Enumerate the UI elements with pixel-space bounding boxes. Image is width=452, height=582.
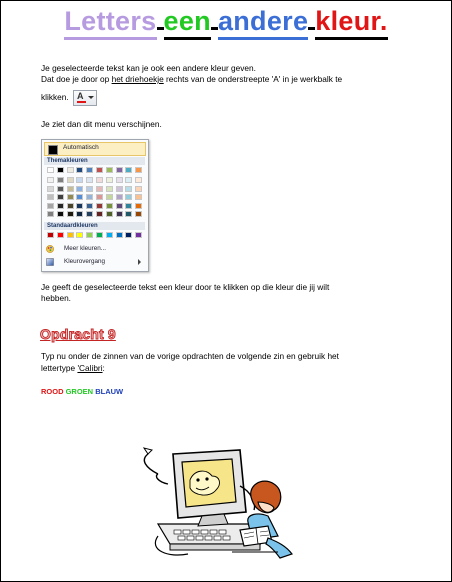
theme-shade-swatch[interactable]	[86, 186, 93, 192]
theme-shade-swatch[interactable]	[106, 186, 113, 192]
theme-shade-swatch[interactable]	[125, 177, 132, 183]
more-colors-item[interactable]	[46, 244, 144, 254]
theme-color-swatch[interactable]	[86, 167, 93, 173]
theme-shade-swatch[interactable]	[47, 211, 54, 217]
theme-shade-swatch[interactable]	[116, 211, 123, 217]
theme-shade-swatch[interactable]	[96, 177, 103, 183]
theme-shade-swatch[interactable]	[135, 203, 142, 209]
palette-icon	[46, 245, 54, 253]
theme-color-swatch[interactable]	[125, 167, 132, 173]
theme-shade-swatch[interactable]	[125, 211, 132, 217]
word-groen: GROEN	[65, 387, 94, 396]
gradient-icon	[46, 258, 54, 266]
title-space	[308, 27, 315, 30]
standard-color-swatch[interactable]	[76, 232, 83, 238]
theme-color-swatch[interactable]	[76, 167, 83, 173]
dropdown-triangle-icon[interactable]	[88, 96, 94, 99]
theme-shade-swatch[interactable]	[116, 177, 123, 183]
assignment-line-2-post: :	[102, 363, 105, 373]
theme-shade-swatch[interactable]	[47, 194, 54, 200]
computer-clipart-illustration	[128, 446, 303, 566]
gradient-item[interactable]	[46, 257, 144, 267]
theme-shade-swatch[interactable]	[76, 194, 83, 200]
theme-shade-swatch[interactable]	[86, 177, 93, 183]
theme-shade-swatch[interactable]	[116, 186, 123, 192]
theme-color-swatch[interactable]	[106, 167, 113, 173]
theme-shade-swatch[interactable]	[76, 211, 83, 217]
theme-shade-swatch[interactable]	[57, 194, 64, 200]
theme-shade-swatch[interactable]	[76, 186, 83, 192]
theme-shade-swatch[interactable]	[125, 186, 132, 192]
intro-line-2	[41, 74, 342, 85]
theme-shade-swatch[interactable]	[106, 211, 113, 217]
outro-line-1: Je geeft de geselecteerde tekst een kleur door te klikken op die kleur die jij wilt	[41, 282, 330, 292]
theme-colors-header: Themakleuren	[44, 157, 145, 165]
standard-color-swatch[interactable]	[57, 232, 64, 238]
theme-color-swatch[interactable]	[116, 167, 123, 173]
assignment-line-1: Typ nu onder de zinnen van de vorige opdrachten de volgende zin en gebruik het	[41, 351, 339, 361]
theme-shade-swatch[interactable]	[116, 194, 123, 200]
menu-intro: Je ziet dan dit menu verschijnen.	[41, 119, 162, 129]
more-colors-label: Meer kleuren...	[64, 245, 106, 252]
intro-line-3	[41, 90, 97, 106]
theme-shade-swatch[interactable]	[57, 186, 64, 192]
theme-shade-swatch[interactable]	[106, 177, 113, 183]
font-color-a-icon: A	[76, 91, 84, 101]
standard-color-swatch[interactable]	[125, 232, 132, 238]
title-word-andere: andere	[218, 6, 308, 40]
theme-shade-swatch[interactable]	[67, 194, 74, 200]
theme-shade-swatch[interactable]	[76, 177, 83, 183]
gradient-label: Kleurovergang	[64, 258, 105, 265]
theme-shade-swatch[interactable]	[86, 211, 93, 217]
standard-color-swatch[interactable]	[96, 232, 103, 238]
assignment-line-2	[41, 363, 105, 374]
theme-shade-swatch[interactable]	[47, 177, 54, 183]
title-word-letters: Letters	[64, 6, 156, 40]
theme-shade-swatch[interactable]	[67, 177, 74, 183]
theme-shade-swatch[interactable]	[57, 211, 64, 217]
theme-shade-swatch[interactable]	[86, 203, 93, 209]
theme-color-swatch[interactable]	[96, 167, 103, 173]
theme-shade-swatch[interactable]	[135, 186, 142, 192]
page-title	[0, 6, 452, 40]
submenu-arrow-icon	[138, 259, 141, 265]
word-rood: ROOD	[41, 387, 64, 396]
theme-shade-swatch[interactable]	[96, 203, 103, 209]
automatic-label: Automatisch	[63, 144, 99, 151]
theme-shade-swatch[interactable]	[135, 194, 142, 200]
theme-shade-swatch[interactable]	[135, 177, 142, 183]
theme-shade-swatch[interactable]	[96, 211, 103, 217]
theme-color-swatch[interactable]	[135, 167, 142, 173]
theme-shade-swatch[interactable]	[106, 194, 113, 200]
title-word-kleur: kleur.	[315, 6, 387, 40]
theme-shade-swatch[interactable]	[67, 186, 74, 192]
theme-shade-swatch[interactable]	[116, 203, 123, 209]
theme-shade-swatch[interactable]	[67, 203, 74, 209]
standard-color-swatch[interactable]	[67, 232, 74, 238]
font-color-bar	[77, 101, 86, 103]
theme-shade-swatch[interactable]	[86, 194, 93, 200]
assignment-line-2-pre: lettertype	[41, 363, 78, 373]
standard-color-swatch[interactable]	[47, 232, 54, 238]
theme-shade-swatch[interactable]	[57, 203, 64, 209]
theme-shade-swatch[interactable]	[76, 203, 83, 209]
theme-shade-swatch[interactable]	[135, 211, 142, 217]
theme-color-swatch[interactable]	[67, 167, 74, 173]
color-words	[41, 387, 123, 396]
standard-color-swatch[interactable]	[106, 232, 113, 238]
intro-line-3-text: klikken.	[41, 92, 69, 103]
theme-shade-swatch[interactable]	[47, 186, 54, 192]
theme-color-swatch[interactable]	[57, 167, 64, 173]
assignment-font-name: 'Calibri	[77, 363, 103, 373]
theme-shade-swatch[interactable]	[106, 203, 113, 209]
assignment-heading: Opdracht 9	[40, 326, 116, 342]
theme-shade-swatch[interactable]	[125, 194, 132, 200]
theme-shade-swatch[interactable]	[96, 186, 103, 192]
theme-shade-swatch[interactable]	[96, 194, 103, 200]
standard-colors-header: Standaardkleuren	[44, 222, 145, 230]
intro-line-2-pre: Dat doe je door op	[41, 74, 112, 84]
font-color-button[interactable]	[73, 90, 97, 106]
outro-line-2: hebben.	[41, 293, 71, 303]
theme-shade-swatch[interactable]	[125, 203, 132, 209]
font-color-menu	[41, 139, 149, 272]
standard-color-swatch[interactable]	[86, 232, 93, 238]
automatic-color-option[interactable]	[44, 142, 146, 156]
automatic-swatch	[48, 145, 58, 155]
intro-line-2-post: rechts van de onderstreepte 'A' in je werkbalk te	[163, 74, 343, 84]
standard-color-swatch[interactable]	[116, 232, 123, 238]
title-space	[211, 27, 218, 30]
theme-shade-swatch[interactable]	[47, 203, 54, 209]
theme-color-swatch[interactable]	[47, 167, 54, 173]
title-word-een: een	[164, 6, 211, 40]
title-space	[157, 27, 164, 30]
word-blauw: BLAUW	[95, 387, 124, 396]
intro-line-1: Je geselecteerde tekst kan je ook een andere kleur geven.	[41, 63, 256, 73]
standard-color-swatch[interactable]	[135, 232, 142, 238]
intro-link-driehoekje: het driehoekje	[111, 74, 164, 84]
theme-shade-swatch[interactable]	[57, 177, 64, 183]
theme-shade-swatch[interactable]	[67, 211, 74, 217]
